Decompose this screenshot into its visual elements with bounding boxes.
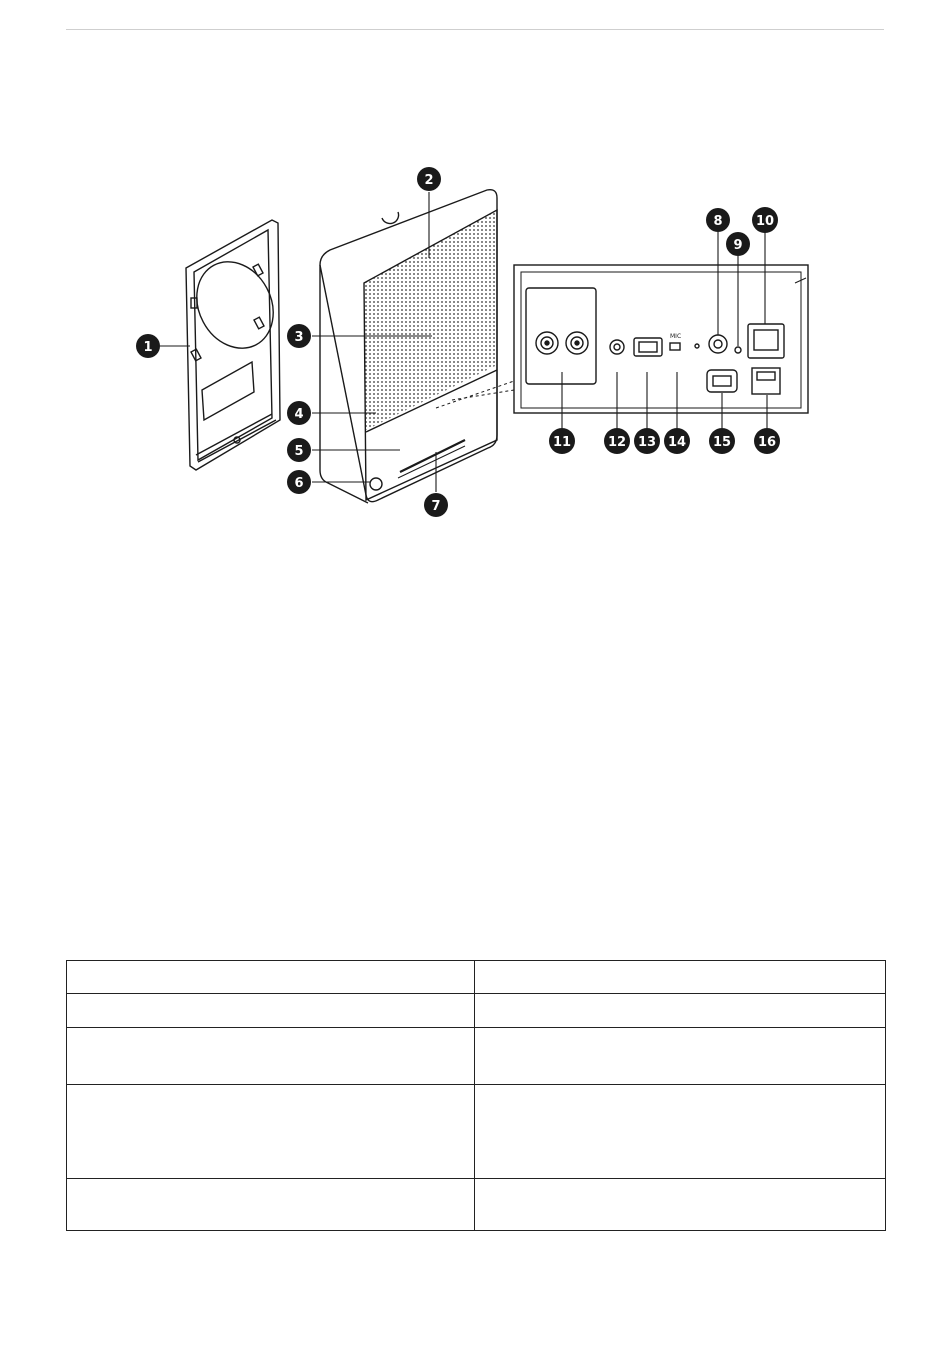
callout-13 — [634, 428, 660, 454]
table-cell — [475, 1085, 886, 1179]
callout-10 — [752, 207, 778, 233]
callout-4 — [287, 401, 311, 425]
spec-table — [66, 960, 886, 1231]
callout-7 — [424, 493, 448, 517]
table-cell — [67, 961, 475, 994]
product-exploded-view — [0, 0, 950, 560]
callout-16 — [754, 428, 780, 454]
svg-text:14: 14 — [667, 435, 687, 450]
table-cell — [475, 994, 886, 1028]
table-cell — [475, 1179, 886, 1231]
svg-text:11: 11 — [552, 435, 572, 450]
svg-text:9: 9 — [733, 238, 743, 253]
callout-12 — [604, 428, 630, 454]
table-row — [67, 1179, 886, 1231]
intercom-unit — [320, 190, 497, 503]
callout-5 — [287, 438, 311, 462]
callout-11 — [549, 428, 575, 454]
callout-3 — [287, 324, 311, 348]
table-cell — [67, 1085, 475, 1179]
callout-6 — [287, 470, 311, 494]
svg-text:15: 15 — [712, 435, 732, 450]
svg-text:1: 1 — [143, 340, 153, 355]
svg-text:10: 10 — [755, 214, 775, 229]
mic-switch-label: MIC — [670, 333, 682, 340]
table-cell — [475, 961, 886, 994]
svg-text:8: 8 — [713, 214, 723, 229]
table-cell — [67, 994, 475, 1028]
mounting-plate — [182, 220, 288, 470]
svg-text:3: 3 — [294, 330, 304, 345]
svg-text:12: 12 — [607, 435, 627, 450]
svg-text:2: 2 — [424, 173, 434, 188]
callout-1 — [136, 334, 160, 358]
callout-8 — [706, 208, 730, 232]
callout-9 — [726, 232, 750, 256]
svg-text:4: 4 — [294, 407, 304, 422]
table-cell — [475, 1028, 886, 1085]
callout-14 — [664, 428, 690, 454]
connector-panel-inset — [514, 265, 808, 413]
table-cell — [67, 1028, 475, 1085]
callout-15 — [709, 428, 735, 454]
callout-2 — [417, 167, 441, 191]
table-row — [67, 961, 886, 994]
table-row — [67, 1028, 886, 1085]
table-row — [67, 1085, 886, 1179]
svg-text:13: 13 — [637, 435, 657, 450]
svg-text:5: 5 — [294, 444, 304, 459]
svg-text:7: 7 — [431, 499, 441, 514]
table-cell — [67, 1179, 475, 1231]
svg-text:6: 6 — [294, 476, 304, 491]
table-row — [67, 994, 886, 1028]
svg-text:16: 16 — [757, 435, 777, 450]
